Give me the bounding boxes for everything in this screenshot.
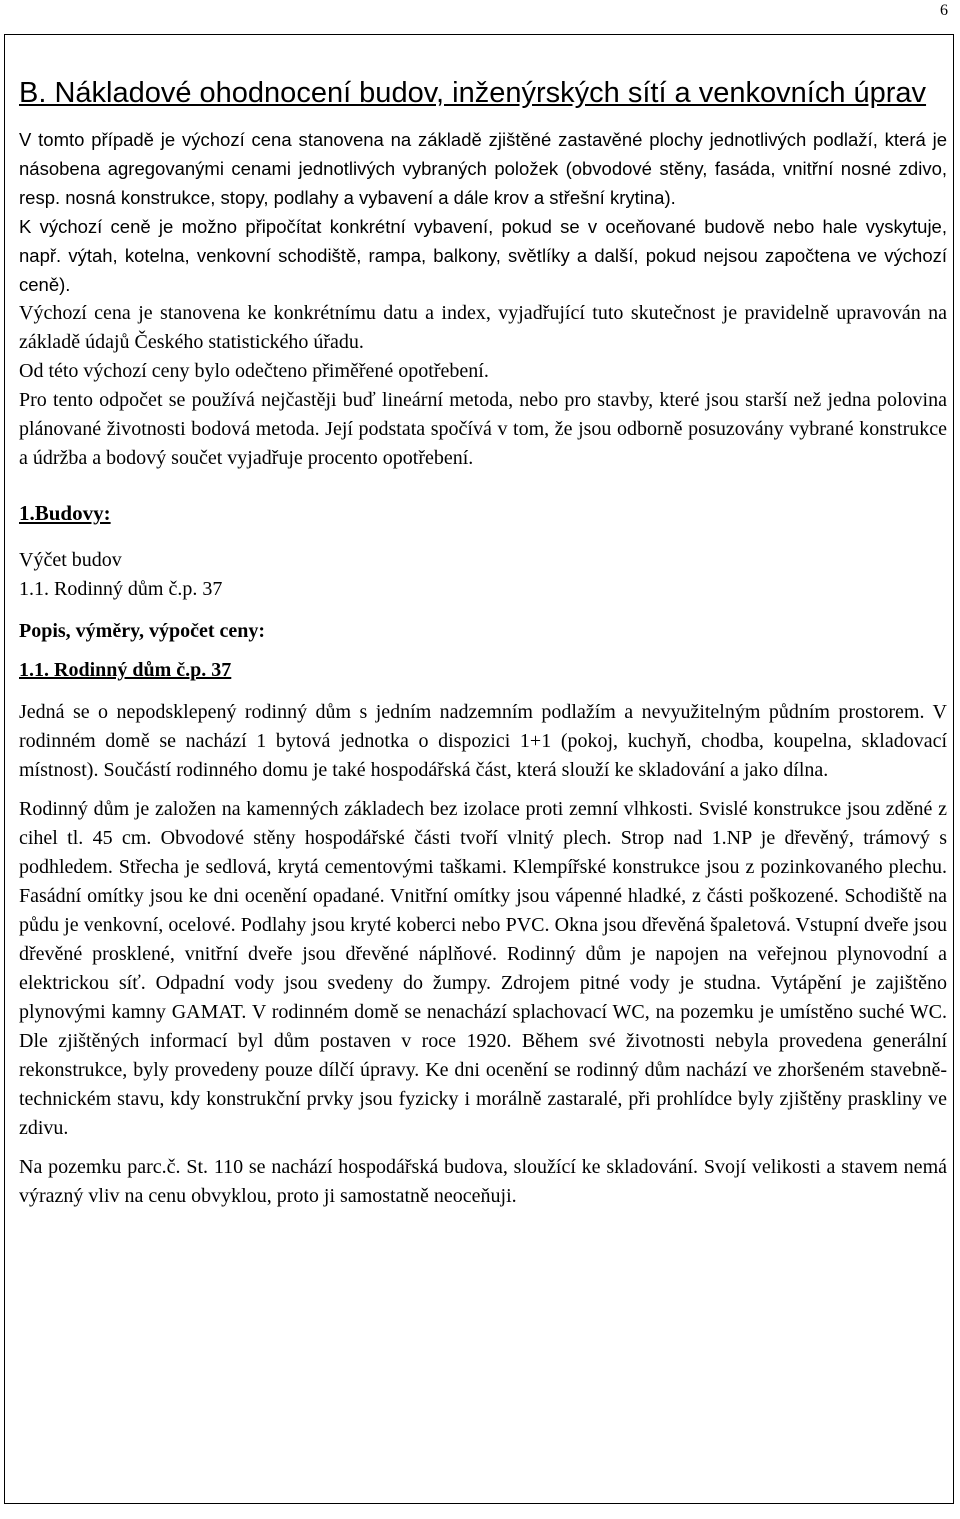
method-paragraph: Od této výchozí ceny bylo odečteno přiměřené opotřebení. bbox=[19, 360, 489, 382]
method-paragraph: Pro tento odpočet se používá nejčastěji buď lineární metoda, nebo pro stavby, které jsou starší než jedna polovina plánované životnosti bodová metoda. Její podstata spočívá v tom, že jsou odborně posuzovány vybrané konstrukce a údržba a bodový součet vyjadřuje procento opotřebení. bbox=[19, 389, 947, 469]
method-paragraph: Výchozí cena je stanovena ke konkrétnímu datu a index, vyjadřující tuto skutečnost je pravidelně upravován na základě údajů Českého statistického úřadu. bbox=[19, 302, 947, 353]
intro-paragraph: K výchozí ceně je možno připočítat konkrétní vybavení, pokud se v oceňované budově nebo hale vyskytuje, např. výtah, kotelna, venkovní schodiště, rampa, balkony, světlíky a další, pokud nejsou započtena ve výchozí ceně). bbox=[19, 216, 947, 295]
description-paragraph: Na pozemku parc.č. St. 110 se nachází hospodářská budova, sloužící ke skladování. Svojí velikosti a stavem nemá výrazný vliv na cenu obvyklou, proto ji samostatně neoceňuji. bbox=[19, 1156, 947, 1207]
buildings-heading: 1.Budovy: bbox=[19, 501, 111, 525]
description-paragraph: Rodinný dům je založen na kamenných základech bez izolace proti zemní vlhkosti. Svislé konstrukce jsou zděné z cihel tl. 45 cm. Obvodové stěny hospodářské části tvoří vlnitý plech. Strop nad 1.NP je dřevěný, trámový s podhledem. Střecha je sedlová, krytá cementovými taškami. Klempířské konstrukce jsou z pozinkovaného plechu. Fasádní omítky jsou ke dni ocenění opadané. Vnitřní omítky jsou vápenné hladké, z části poškozené. Schodiště na půdu je venkovní, ocelové. Podlahy jsou kryté koberci nebo PVC. Okna jsou dřevěná špaletová. Vstupní dveře jsou dřevěné prosklené, vnitřní dveře jsou dřevěné náplňové. Rodinný dům je napojen na veřejnou plynovodní a elektrickou síť. Odpadní vody jsou svedeny do žumpy. Zdrojem pitné vody je studna. Vytápění je zajištěno plynovými kamny GAMAT. V rodinném domě se nenachází splachovací WC, na pozemku je umístěno suché WC. Dle zjištěných informací byl dům postaven v roce 1920. Během své životnosti nebyla provedena generální rekonstrukce, byly provedeny pouze dílčí úpravy. Ke dni ocenění se rodinný dům nachází ve zhoršeném stavebně-technickém stavu, kdy konstrukční prvky jsou fyzicky i morálně zastaralé, při prohlídce byly zjištěny praskliny ve zdivu. bbox=[19, 798, 947, 1139]
description-paragraph: Jedná se o nepodsklepený rodinný dům s jedním nadzemním podlažím a nevyužitelným půdním prostorem. V rodinném domě se nachází 1 bytová jednotka o dispozici 1+1 (pokoj, kuchyň, chodba, koupelna, skladovací místnost). Součástí rodinného domu je také hospodářská část, která slouží ke skladování a jako dílna. bbox=[19, 701, 947, 781]
description-heading: Popis, výměry, výpočet ceny: bbox=[19, 620, 266, 642]
section-title: B. Nákladové ohodnocení budov, inženýrských sítí a venkovních úprav bbox=[19, 77, 927, 109]
intro-paragraph: V tomto případě je výchozí cena stanovena na základě zjištěné zastavěné plochy jednotlivých podlaží, která je násobena agregovanými cenami jednotlivých vybraných položek (obvodové stěny, fasáda, vnitřní nosné zdivo, resp. nosná konstrukce, stopy, podlahy a vybavení a dále krov a střešní krytina). bbox=[19, 129, 947, 208]
building-heading: 1.1. Rodinný dům č.p. 37 bbox=[19, 659, 232, 681]
building-list-item: 1.1. Rodinný dům č.p. 37 bbox=[19, 578, 223, 600]
page-number: 6 bbox=[940, 2, 948, 19]
building-list-title: Výčet budov bbox=[19, 549, 122, 571]
content bbox=[19, 72, 947, 1211]
